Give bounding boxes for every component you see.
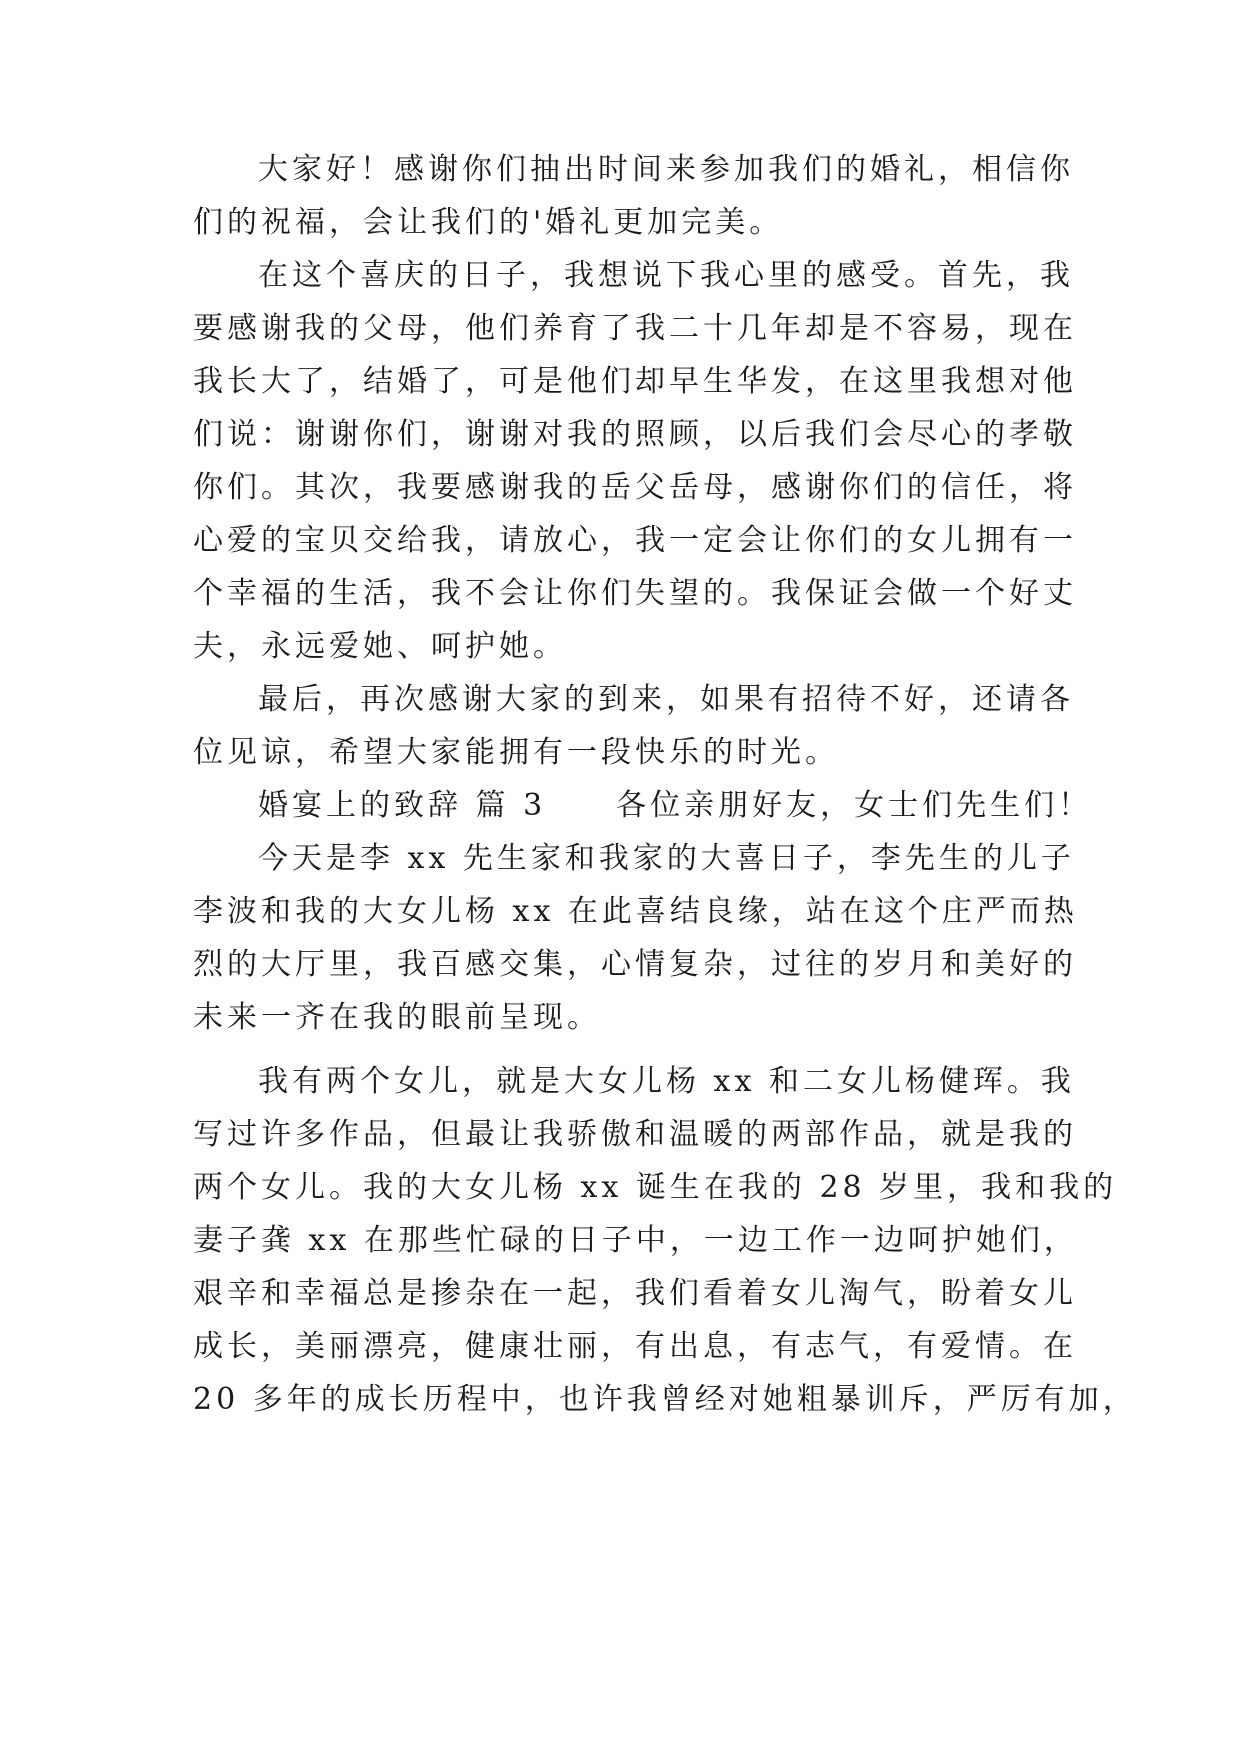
text-line: 今天是李 xx 先生家和我家的大喜日子，李先生的儿子 (258, 841, 1075, 876)
text-line: 20 多年的成长历程中，也许我曾经对她粗暴训斥，严厉有加， (193, 1382, 1137, 1417)
text-line: 你们。其次，我要感谢我的岳父岳母，感谢你们的信任，将 (193, 470, 1077, 505)
text-line: 个幸福的生活，我不会让你们失望的。我保证会做一个好丈 (193, 576, 1077, 611)
text-line: 要感谢我的父母，他们养育了我二十几年却是不容易，现在 (193, 311, 1077, 346)
text-line: 写过许多作品，但最让我骄傲和温暖的两部作品，就是我的 (193, 1117, 1077, 1152)
text-line: 夫，永远爱她、呵护她。 (193, 629, 567, 664)
text-line: 成长，美丽漂亮，健康壮丽，有出息，有志气，有爱情。在 (193, 1329, 1077, 1364)
text-line: 心爱的宝贝交给我，请放心，我一定会让你们的女儿拥有一 (193, 523, 1077, 558)
greeting: 各位亲朋好友，女士们先生们！ (616, 788, 1093, 823)
text-line: 们的祝福，会让我们的'婚礼更加完美。 (193, 205, 784, 240)
text-line: 们说：谢谢你们，谢谢对我的照顾，以后我们会尽心的孝敬 (193, 417, 1077, 452)
section-heading: 婚宴上的致辞 篇 3 (258, 788, 547, 823)
text-line: 艰辛和幸福总是掺杂在一起，我们看着女儿淘气，盼着女儿 (193, 1276, 1077, 1311)
text-line: 李波和我的大女儿杨 xx 在此喜结良缘，站在这个庄严而热 (193, 894, 1078, 929)
text-line: 位见谅，希望大家能拥有一段快乐的时光。 (193, 735, 839, 770)
text-line: 最后，再次感谢大家的到来，如果有招待不好，还请各 (258, 682, 1074, 717)
text-line: 烈的大厅里，我百感交集，心情复杂，过往的岁月和美好的 (193, 947, 1077, 982)
text-line: 两个女儿。我的大女儿杨 xx 诞生在我的 28 岁里，我和我的 (193, 1170, 1118, 1205)
text-line: 在这个喜庆的日子，我想说下我心里的感受。首先，我 (258, 258, 1074, 293)
text-line: 未来一齐在我的眼前呈现。 (193, 1000, 601, 1035)
text-line: 妻子龚 xx 在那些忙碌的日子中，一边工作一边呵护她们， (193, 1223, 1078, 1258)
section-heading-line (258, 786, 1092, 826)
text-line: 我有两个女儿，就是大女儿杨 xx 和二女儿杨健珲。我 (258, 1064, 1075, 1099)
text-line: 大家好！感谢你们抽出时间来参加我们的婚礼，相信你 (258, 152, 1074, 187)
text-line: 我长大了，结婚了，可是他们却早生华发，在这里我想对他 (193, 364, 1077, 399)
